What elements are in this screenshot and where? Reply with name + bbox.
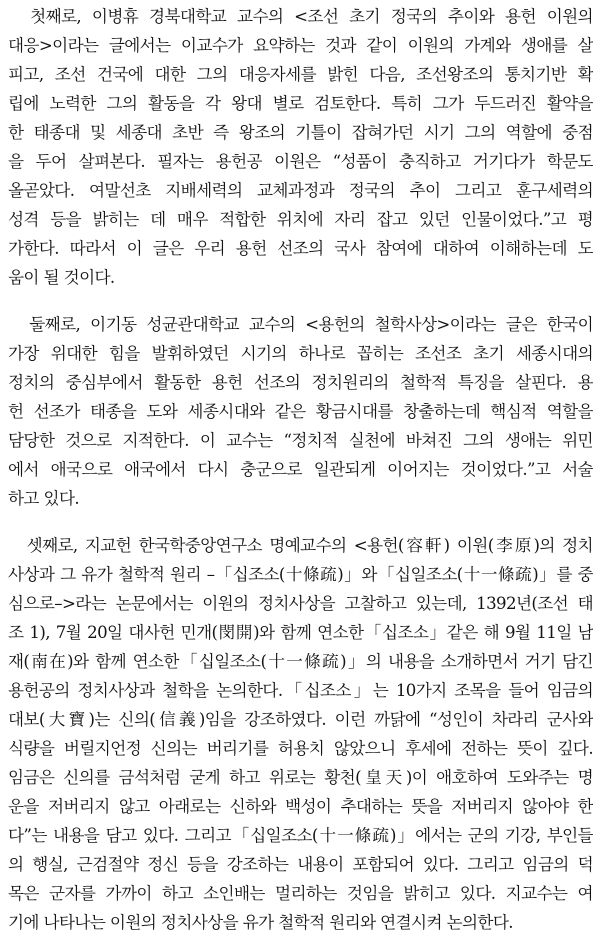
document-body	[8, 2, 593, 937]
text-line: 가한다. 따라서 이 글은 우리 용헌 선조의 국사 참여에 대하여 이해하는데 도	[8, 239, 593, 258]
paragraph-2	[8, 310, 593, 513]
text-line: 첫째로, 이병휴 경북대학교 교수의 <조선 초기 정국의 추이와 용헌 이원의	[8, 7, 593, 26]
text-line: 올곧았다. 여말선초 지배세력의 교체과정과 정국의 추이 그리고 훈구세력의	[8, 181, 593, 200]
text-line: 목은 군자를 가까이 하고 소인배는 멀리하는 것임을 밝히고 있다. 지교수는 여	[8, 884, 593, 903]
text-line: 심으로–>라는 논문에서는 이원의 정치사상을 고찰하고 있는데, 1392년(조선 태	[8, 594, 593, 613]
text-line: 을 두어 살펴본다. 필자는 용헌공 이원은 “성품이 충직하고 거기다가 학문도	[8, 152, 593, 171]
text-line: 운을 저버리지 않고 아래로는 신하와 백성이 추대하는 뜻을 저버리지 않아야 한	[8, 797, 593, 816]
text-line: 기에 나타나는 이원의 정치사상을 유가 철학적 원리와 연결시켜 논의한다.	[8, 913, 513, 932]
text-line: 립에 노력한 그의 활동을 각 왕대 별로 검토한다. 특히 그가 두드러진 활약을	[8, 94, 593, 113]
text-line: 조 1), 7월 20일 대사헌 민개(閔開)와 함께 연소한「십조소」같은 해 9월 11일 남	[8, 623, 593, 642]
text-line: 의 행실, 근검절약 정신 등을 강조하는 내용이 포함되어 있다. 그리고 임금의 덕	[8, 855, 593, 874]
text-line: 다”는 내용을 담고 있다. 그리고「십일조소(十一條疏)」에서는 군의 기강, 부인들	[8, 826, 593, 845]
paragraph-3	[8, 531, 593, 937]
text-line: 한 태종대 및 세종대 초반 즉 왕조의 기틀이 잡혀가던 시기 그의 역할에 중점	[8, 123, 593, 142]
text-line: 대응>이라는 글에서는 이교수가 요약하는 것과 같이 이원의 가계와 생애를 살	[8, 36, 593, 55]
text-line: 사상과 그 유가 철학적 원리 –「십조소(十條疏)」와「십일조소(十一條疏)」를 중	[8, 565, 593, 584]
text-line: 셋째로, 지교헌 한국학중앙연구소 명예교수의 <용헌(容軒) 이원(李原)의 정치	[8, 536, 593, 555]
text-line: 담당한 것으로 지적한다. 이 교수는 “정치적 실천에 바쳐진 그의 생애는 위민	[8, 431, 593, 450]
text-line: 헌 선조가 태종을 도와 세종시대와 같은 황금시대를 창출하는데 핵심적 역할을	[8, 402, 593, 421]
text-line: 대보(大寶)는 신의(信義)임을 강조하였다. 이런 까닭에 “성인이 차라리 군사와	[8, 710, 593, 729]
text-line: 식량을 버릴지언정 신의는 버리기를 허용치 않았으니 후세에 전하는 뜻이 깊다.	[8, 739, 593, 758]
text-line: 정치의 중심부에서 활동한 용헌 선조의 정치원리의 철학적 특징을 살핀다. 용	[8, 373, 593, 392]
text-line: 가장 위대한 힘을 발휘하였던 시기의 하나로 꼽히는 조선조 초기 세종시대의	[8, 344, 593, 363]
text-line: 에서 애국으로 애국에서 다시 충군으로 일관되게 이어지는 것이었다.”고 서술	[8, 460, 593, 479]
text-line: 재(南在)와 함께 연소한「십일조소(十一條疏)」의 내용을 소개하면서 거기 담긴	[8, 652, 593, 671]
text-line: 용헌공의 정치사상과 철학을 논의한다.「십조소」는 10가지 조목을 들어 임금의	[8, 681, 593, 700]
text-line: 성격 등을 밝히는 데 매우 적합한 위치에 자리 잡고 있던 인물이었다.”고 평	[8, 210, 593, 229]
text-line: 임금은 신의를 금석처럼 굳게 하고 위로는 황천(皇天)이 애호하여 도와주는 명	[8, 768, 593, 787]
paragraph-1	[8, 2, 593, 292]
text-line: 움이 될 것이다.	[8, 268, 115, 287]
text-line: 피고, 조선 건국에 대한 그의 대응자세를 밝힌 다음, 조선왕조의 통치기반 확	[8, 65, 593, 84]
paragraph-gap	[8, 513, 593, 531]
text-line: 둘째로, 이기동 성균관대학교 교수의 <용헌의 철학사상>이라는 글은 한국이	[8, 315, 593, 334]
text-line: 하고 있다.	[8, 489, 80, 508]
paragraph-gap	[8, 292, 593, 310]
